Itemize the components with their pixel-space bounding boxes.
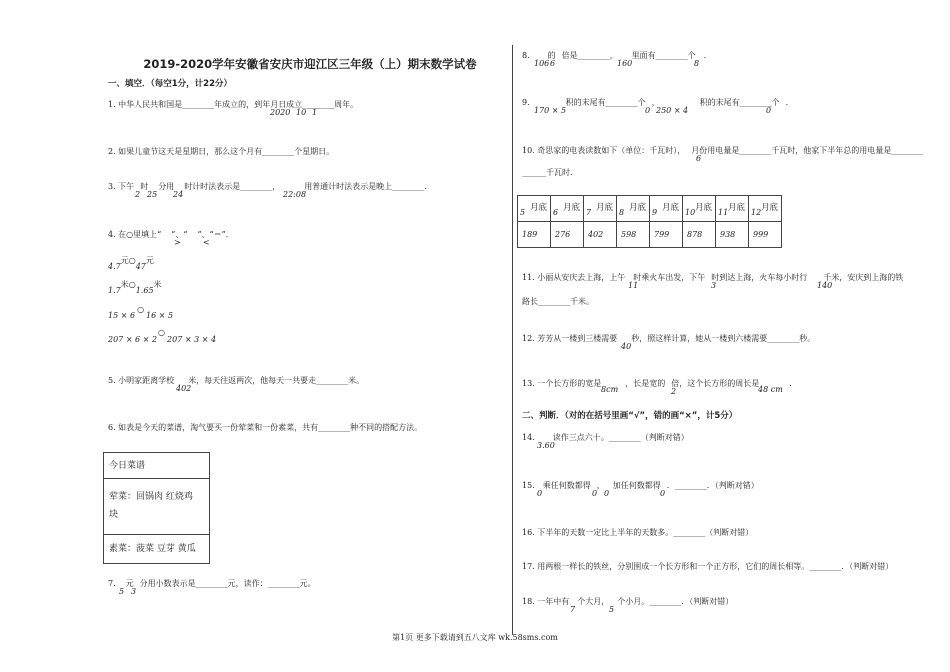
q18-text-c: 个小月。________．（判断对错） <box>617 597 734 606</box>
value-row <box>518 222 782 248</box>
q9-math-zero-1: 0 <box>645 106 651 115</box>
q4-greater-sign: > <box>174 238 181 247</box>
section-fill-in-heading: 一、填空．（每空1分，计22分） <box>108 79 232 89</box>
q18-text-b: 个大月， <box>577 597 610 606</box>
q4r2-c: 1.65 <box>135 286 154 295</box>
reading-cell <box>650 222 683 248</box>
q8-math-160: 160 <box>617 59 633 68</box>
question-10 <box>522 146 923 156</box>
q7-text-b: 元 <box>125 579 134 588</box>
q4-row-3 <box>108 305 174 320</box>
question-7 <box>108 579 316 589</box>
question-13 <box>522 379 797 389</box>
q4r3-b: ○ <box>137 305 145 314</box>
month-cell <box>518 196 551 222</box>
month-cell <box>650 196 683 222</box>
month-end-label: 月底 <box>661 203 679 213</box>
month-cell <box>617 196 650 222</box>
q4r2-b: 米○ <box>120 280 136 289</box>
q14-math-number: 3.60 <box>537 441 555 450</box>
q8-text-b: 的 <box>547 51 556 60</box>
q12-text-a: 12. 芳芳从一楼到三楼需要 <box>522 334 618 343</box>
question-16: 16. 下半年的天数一定比上半年的天数多。________（判断对错） <box>522 528 754 537</box>
q9-math-170x5: 170 × 5 <box>534 106 567 115</box>
q3-math-time: 22:08 <box>283 190 307 199</box>
q3-text-a: 3. 下午 <box>108 182 135 191</box>
question-12 <box>522 334 815 344</box>
q1-math-day: 1 <box>312 108 318 117</box>
q13-math-times: 2 <box>671 387 677 396</box>
month-number: 11 <box>718 208 729 217</box>
q15-math-0d: 0 <box>660 489 666 498</box>
q3-math-minute: 25 <box>147 190 158 199</box>
q1-math-year: 2020 <box>270 108 291 117</box>
q13-text-c: 倍，这个长方形的周长是 <box>671 379 760 388</box>
menu-meat-line-1: 荤菜：回锅肉 红烧鸡 <box>109 492 193 502</box>
month-end-label: 月底 <box>595 203 613 213</box>
q4r2-a: 1.7 <box>108 286 121 295</box>
reading-cell <box>551 222 584 248</box>
q4-text-c: ”、“＝”． <box>197 230 234 239</box>
q11-math-3: 3 <box>711 281 717 290</box>
q8-text-e: . <box>703 51 707 60</box>
q1-text-b: 年 <box>262 100 271 109</box>
q11-text-b: 时乘火车出发，下午 <box>633 273 706 282</box>
month-number: 5 <box>520 208 526 217</box>
q5-text-a: 5. 小明家距离学校 <box>108 376 175 385</box>
month-row <box>518 196 782 222</box>
menu-meat-line-2: 块 <box>109 510 119 520</box>
q7-text-a: 7. <box>108 579 116 588</box>
page-footer: 第1页 更多下载请到五八文库 wk.58sms.com <box>392 633 558 642</box>
month-end-label: 月底 <box>628 203 646 213</box>
q11-text-a: 11. 小丽从安庆去上海，上午 <box>522 273 626 282</box>
menu-title: 今日菜谱 <box>104 453 209 479</box>
menu-table <box>103 452 210 564</box>
reading-value: 276 <box>555 230 571 239</box>
q9-text-d: 积的末尾有________个 <box>699 98 780 107</box>
q4r3-c: 16 × 5 <box>146 311 174 320</box>
q4r4-c: 207 × 3 × 4 <box>167 335 217 344</box>
q8-math-8: 8 <box>694 59 700 68</box>
q11-math-11: 11 <box>628 281 639 290</box>
q11-text-c: 时到达上海，火车每小时行 <box>711 273 808 282</box>
q4-row-4 <box>108 328 217 344</box>
q13-text-d: ． <box>789 379 798 388</box>
q3-text-c: 分用 <box>158 182 175 191</box>
month-number: 10 <box>685 208 696 217</box>
question-10-line-2 <box>522 168 578 178</box>
q15-text-e: ．________．（判断对错） <box>666 481 759 490</box>
q15-math-0c: 0 <box>604 489 610 498</box>
question-17: 17. 用两根一样长的铁丝，分别围成一个长方形和一个正方形，它们的周长相等。________．（判断对错） <box>522 562 894 571</box>
q4r1-d: 元 <box>145 256 154 265</box>
reading-value: 878 <box>687 230 703 239</box>
q10-text-a: 10. 奇思家的电表读数如下（单位：千瓦时）， <box>522 146 686 155</box>
column-divider <box>512 45 513 635</box>
q3-text-b: 时 <box>140 182 149 191</box>
q8-math-106: 106 <box>534 59 550 68</box>
meter-reading-table <box>517 195 782 248</box>
month-cell <box>716 196 749 222</box>
q15-text-c: ， <box>596 481 605 490</box>
q14-text-b: 读作三点六十。________（判断对错） <box>552 433 689 442</box>
question-15 <box>522 481 759 491</box>
q9-math-250x4: 250 × 4 <box>656 106 689 115</box>
reading-value: 189 <box>522 230 538 239</box>
q13-text-b: ，长是宽的 <box>625 379 666 388</box>
q1-text-a: 1. 中华人民共和国是________年成立的，到 <box>108 100 263 109</box>
q9-text-c: ， <box>651 98 660 107</box>
q7-text-c: 分用小数表示是________元，读作：________元。 <box>139 579 316 588</box>
q9-text-a: 9. <box>522 98 530 107</box>
q1-math-month: 10 <box>296 108 307 117</box>
q4r1-c: 47 <box>135 262 146 271</box>
reading-value: 598 <box>621 230 637 239</box>
q10-blank: ______ <box>522 168 546 177</box>
q3-text-d: 时计时法表示是________， <box>184 182 281 191</box>
q1-text-c: 月 <box>270 100 279 109</box>
menu-meat-row <box>104 479 209 535</box>
q9-text-e: . <box>785 98 789 107</box>
page-title: 2019-2020学年安徽省安庆市迎江区三年级（上）期末数学试卷 <box>143 57 477 71</box>
q5-text-b: 米，每天往返两次，他每天一共要走________米。 <box>188 376 365 385</box>
reading-value: 799 <box>654 230 670 239</box>
q4-row-2 <box>108 280 162 295</box>
q15-text-b: 乘任何数都得 <box>542 481 591 490</box>
q4-less-sign: < <box>203 238 210 247</box>
q15-math-0a: 0 <box>537 489 543 498</box>
reading-cell <box>617 222 650 248</box>
month-cell <box>749 196 782 222</box>
q4-row-1 <box>108 256 154 271</box>
q8-text-a: 8. <box>522 51 530 60</box>
q9-math-zero-2: 0 <box>766 106 772 115</box>
q13-math-width: 8cm <box>601 385 619 394</box>
reading-cell <box>518 222 551 248</box>
q12-text-b: 秒，照这样计算，她从一楼到六楼需要________秒。 <box>631 334 816 343</box>
question-4 <box>108 230 234 240</box>
question-6: 6. 如表是今天的菜谱，淘气要买一份荤菜和一份素菜，共有________种不同的搭配方法。 <box>108 423 423 432</box>
month-end-label: 月底 <box>760 203 778 213</box>
month-cell <box>683 196 716 222</box>
q18-math-big: 7 <box>570 605 576 614</box>
month-number: 8 <box>619 208 625 217</box>
reading-value: 938 <box>720 230 736 239</box>
q11-math-140: 140 <box>817 281 833 290</box>
q10-text-c: 千瓦时． <box>546 168 578 177</box>
q5-math-distance: 402 <box>176 384 192 393</box>
q3-text-e: 用普通计时法表示是晚上________． <box>304 182 433 191</box>
month-end-label: 月底 <box>694 203 712 213</box>
q15-text-a: 15. <box>522 481 535 490</box>
q9-text-b: 积的末尾有________个 <box>565 98 646 107</box>
q8-text-d: 里面有________个 <box>631 51 696 60</box>
month-end-label: 月底 <box>529 203 547 213</box>
q15-math-0b: 0 <box>592 489 598 498</box>
reading-cell <box>716 222 749 248</box>
section-judge-heading: 二、判断．（对的在括号里画“√”，错的画“×”，计5分） <box>522 411 738 421</box>
q12-math-40: 40 <box>621 342 632 351</box>
q18-text-a: 18. 一年中有 <box>522 597 570 606</box>
q13-math-perimeter: 48 cm <box>758 385 783 394</box>
q3-math-hour: 2 <box>135 190 141 199</box>
month-end-label: 月底 <box>727 203 745 213</box>
month-number: 7 <box>586 208 592 217</box>
q18-math-small: 5 <box>609 605 615 614</box>
question-18 <box>522 597 733 607</box>
q7-math-fen: 3 <box>131 587 137 596</box>
reading-cell <box>749 222 782 248</box>
reading-cell <box>683 222 716 248</box>
menu-veg-row: 素菜：菠菜 豆芽 黄瓜 <box>109 544 196 554</box>
q4-text-b: ”、“ <box>171 230 188 239</box>
reading-value: 402 <box>588 230 604 239</box>
q7-math-yuan: 5 <box>119 587 125 596</box>
reading-cell <box>584 222 617 248</box>
month-cell <box>584 196 617 222</box>
month-cell <box>551 196 584 222</box>
month-end-label: 月底 <box>562 203 580 213</box>
month-number: 12 <box>751 208 762 217</box>
month-number: 9 <box>652 208 658 217</box>
q10-math-month: 6 <box>696 154 702 163</box>
q4r1-a: 4.7 <box>108 262 121 271</box>
q14-text-a: 14. <box>522 433 535 442</box>
q3-math-24: 24 <box>173 190 184 199</box>
q4r4-b: ○ <box>158 328 166 337</box>
q4r1-b: 元○ <box>120 256 136 265</box>
q13-text-a: 13. 一个长方形的宽是 <box>522 379 602 388</box>
q4r2-d: 米 <box>153 280 162 289</box>
q8-text-c: 倍是________， <box>561 51 618 60</box>
q4r4-a: 207 × 6 × 2 <box>108 335 158 344</box>
q4r3-a: 15 × 6 <box>108 311 136 320</box>
question-2: 2. 如果儿童节这天是星期日，那么这个月有________个星期日。 <box>108 147 335 156</box>
question-1 <box>108 100 358 110</box>
q1-text-d: 日成立________周年。 <box>278 100 359 109</box>
month-number: 6 <box>553 208 559 217</box>
reading-value: 999 <box>753 230 769 239</box>
question-5 <box>108 376 364 386</box>
q8-math-6: 6 <box>550 59 556 68</box>
question-11-line-2: 路长________千米。 <box>522 297 594 306</box>
q4-text-a: 4. 在○里填上“ <box>108 230 162 239</box>
q11-text-d: 千米，安庆到上海的铁 <box>823 273 904 282</box>
q10-text-b: 月份用电量是________千瓦时，他家下半年总的用电量是________ <box>691 146 924 155</box>
q15-text-d: 加任何数都得 <box>612 481 661 490</box>
